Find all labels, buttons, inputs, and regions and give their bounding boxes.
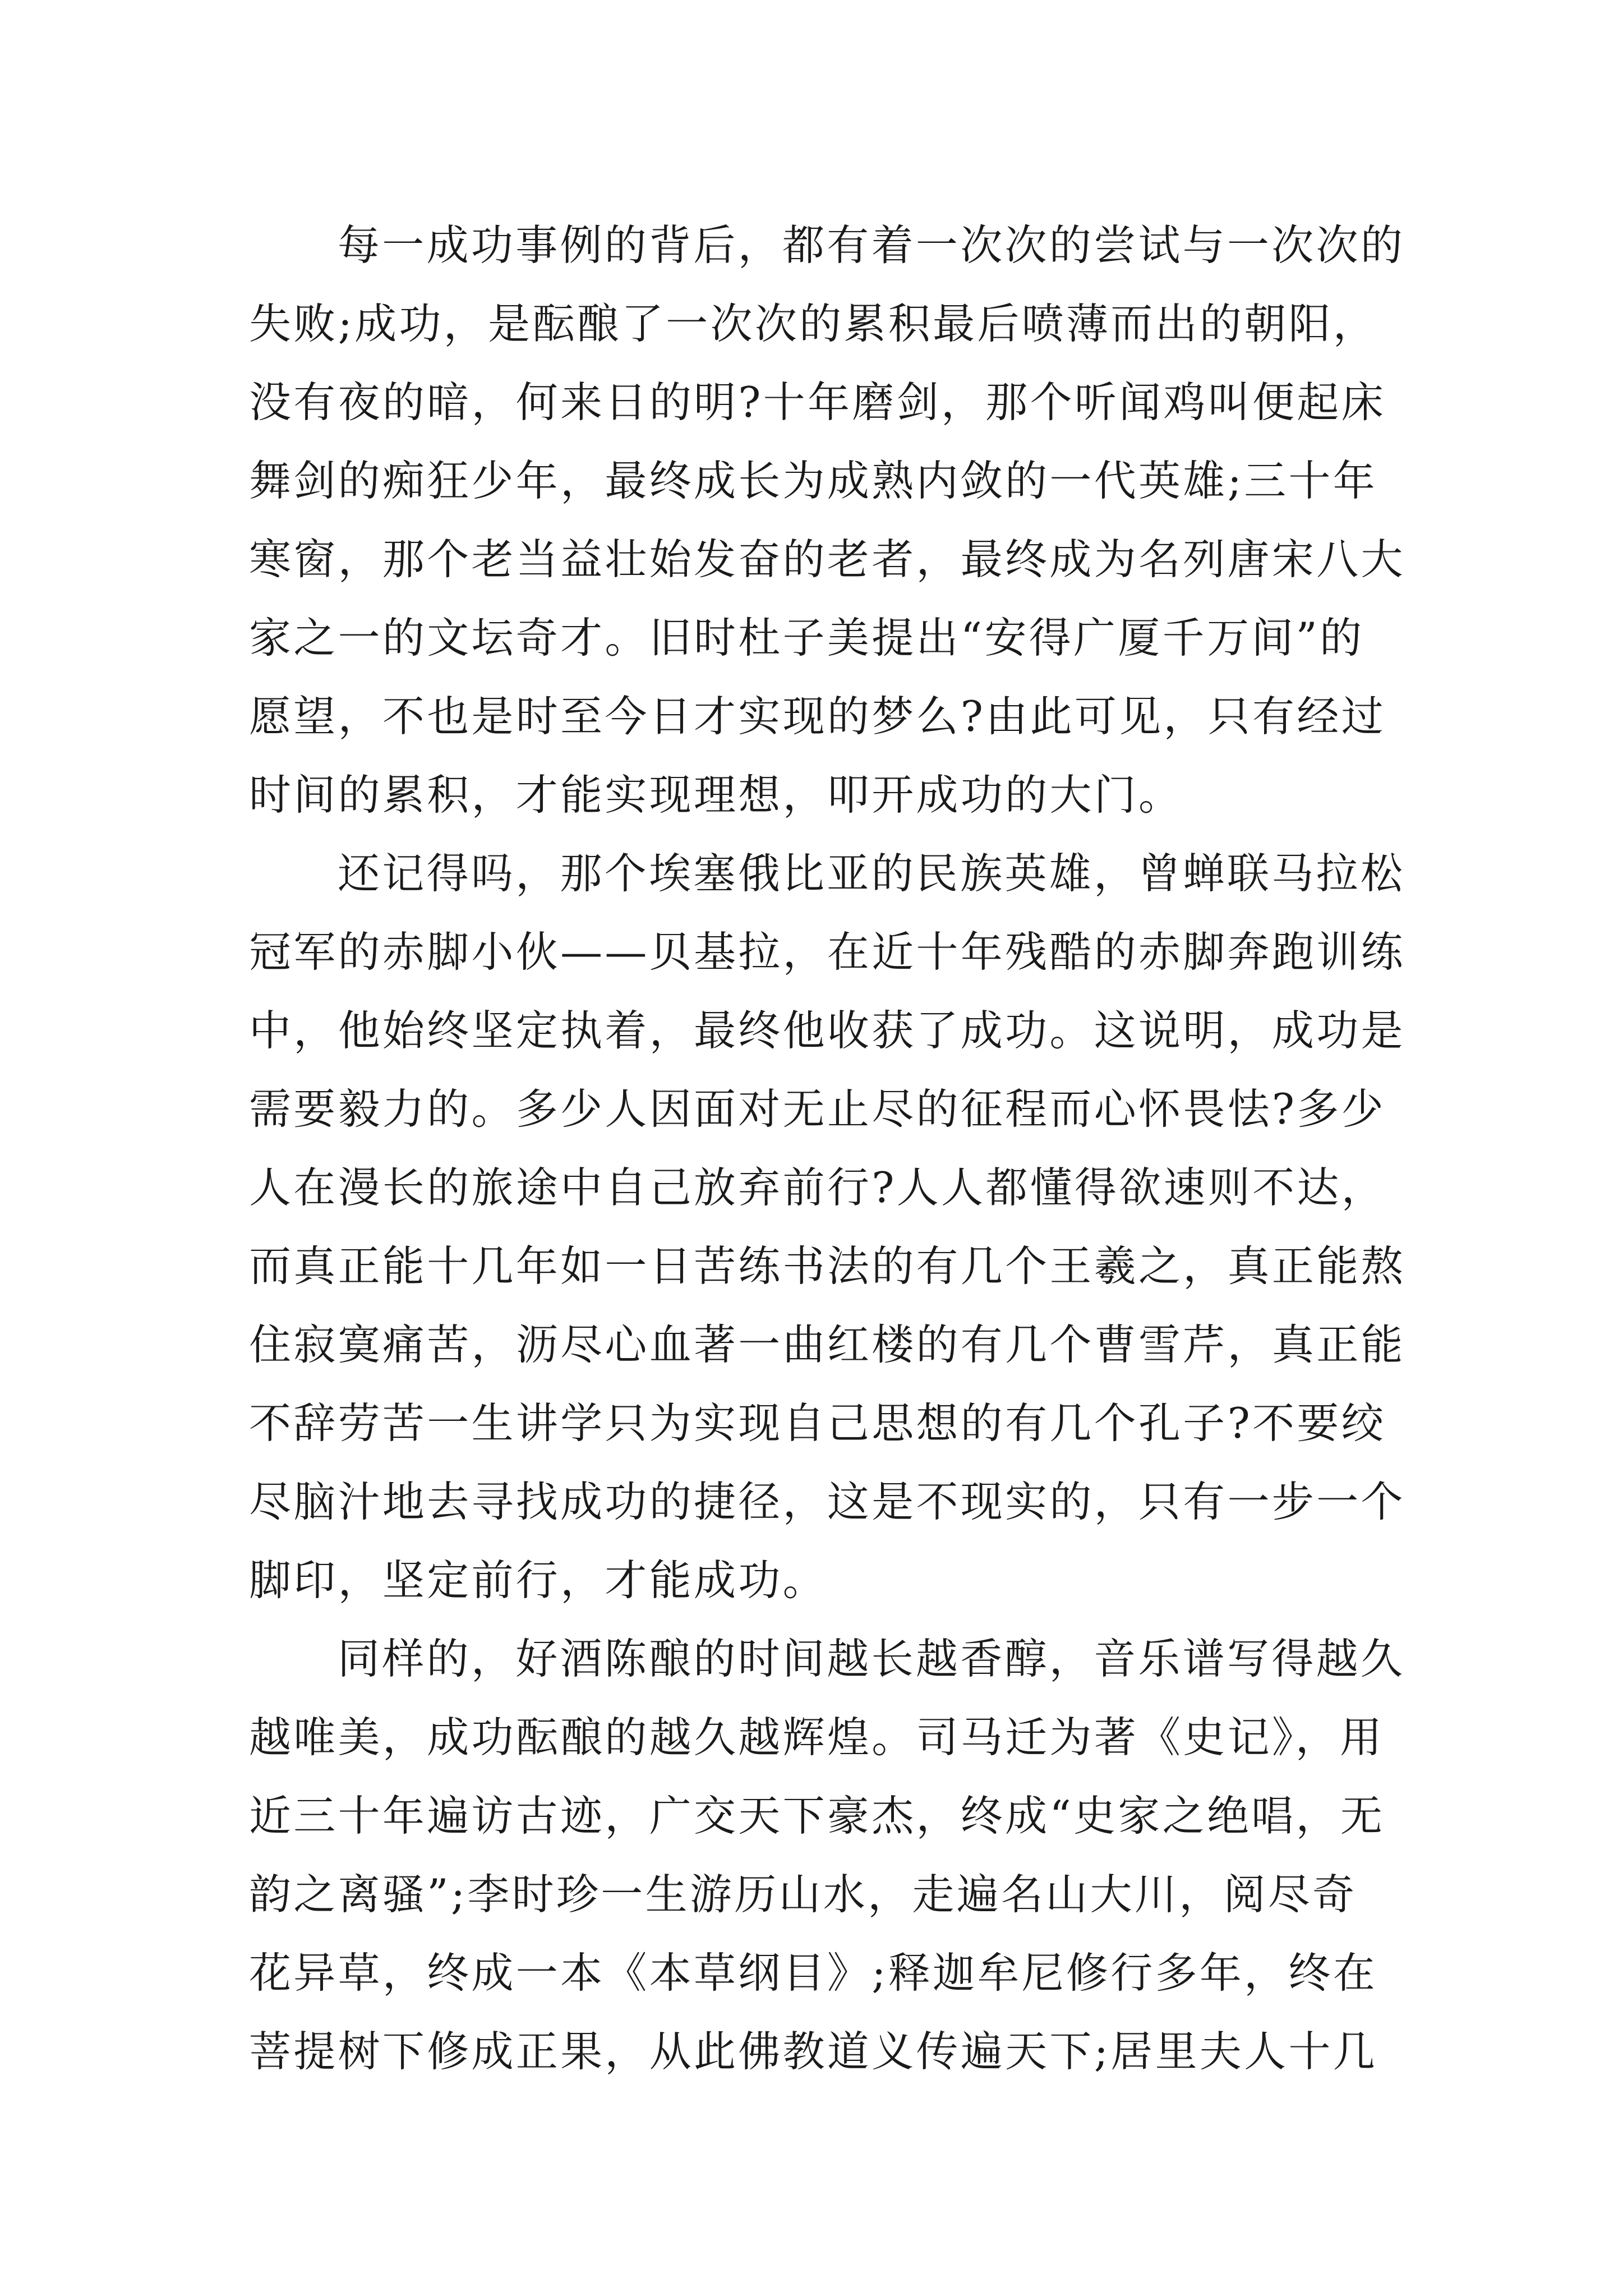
paragraph-1-line-5: 寒窗，那个老当益壮始发奋的老者，最终成为名列唐宋八大 [249, 535, 1405, 584]
paragraph-2-line-4: 需要毅力的。多少人因面对无止尽的征程而心怀畏怯?多少 [249, 1084, 1386, 1134]
paragraph-3-line-1: 同样的，好酒陈酿的时间越长越香醇，音乐谱写得越久 [338, 1634, 1405, 1683]
paragraph-2-line-2: 冠军的赤脚小伙——贝基拉，在近十年残酷的赤脚奔跑训练 [249, 927, 1405, 977]
paragraph-2-line-7: 住寂寞痛苦，沥尽心血著一曲红楼的有几个曹雪芹，真正能 [249, 1320, 1405, 1369]
paragraph-2-line-10: 脚印，坚定前行，才能成功。 [249, 1556, 827, 1605]
paragraph-3-line-5: 花异草，终成一本《本草纲目》;释迦牟尼修行多年，终在 [249, 1948, 1378, 1998]
paragraph-2-line-5: 人在漫长的旅途中自己放弃前行?人人都懂得欲速则不达， [249, 1163, 1386, 1212]
paragraph-2-line-1: 还记得吗，那个埃塞俄比亚的民族英雄，曾蝉联马拉松 [338, 849, 1405, 898]
paragraph-3-line-4: 韵之离骚”;李时珍一生游历山水，走遍名山大川，阅尽奇 [249, 1870, 1357, 1919]
paragraph-1-line-3: 没有夜的暗，何来日的明?十年磨剑，那个听闻鸡叫便起床 [249, 378, 1386, 427]
paragraph-1-line-2: 失败;成功，是酝酿了一次次的累积最后喷薄而出的朝阳， [249, 299, 1378, 348]
paragraph-1-line-1: 每一成功事例的背后，都有着一次次的尝试与一次次的 [338, 220, 1405, 270]
paragraph-1-line-8: 时间的累积，才能实现理想，叩开成功的大门。 [249, 770, 1183, 820]
paragraph-1-line-7: 愿望，不也是时至今日才实现的梦么?由此可见，只有经过 [249, 692, 1386, 741]
paragraph-2-line-6: 而真正能十几年如一日苦练书法的有几个王羲之，真正能熬 [249, 1241, 1405, 1291]
paragraph-2-line-9: 尽脑汁地去寻找成功的捷径，这是不现实的，只有一步一个 [249, 1477, 1405, 1526]
essay-body [249, 206, 1405, 2091]
paragraph-2-line-3: 中，他始终坚定执着，最终他收获了成功。这说明，成功是 [249, 1006, 1405, 1055]
paragraph-3-line-2: 越唯美，成功酝酿的越久越辉煌。司马迁为著《史记》，用 [249, 1713, 1385, 1762]
paragraph-3-line-6: 菩提树下修成正果，从此佛教道义传遍天下;居里夫人十几 [249, 2027, 1378, 2076]
paragraph-2-line-8: 不辞劳苦一生讲学只为实现自己思想的有几个孔子?不要绞 [249, 1398, 1386, 1448]
paragraph-3-line-3: 近三十年遍访古迹，广交天下豪杰，终成“史家之绝唱，无 [249, 1791, 1385, 1841]
paragraph-1-line-6: 家之一的文坛奇才。旧时杜子美提出“安得广厦千万间”的 [249, 613, 1364, 662]
paragraph-1-line-4: 舞剑的痴狂少年，最终成长为成熟内敛的一代英雄;三十年 [249, 456, 1378, 505]
